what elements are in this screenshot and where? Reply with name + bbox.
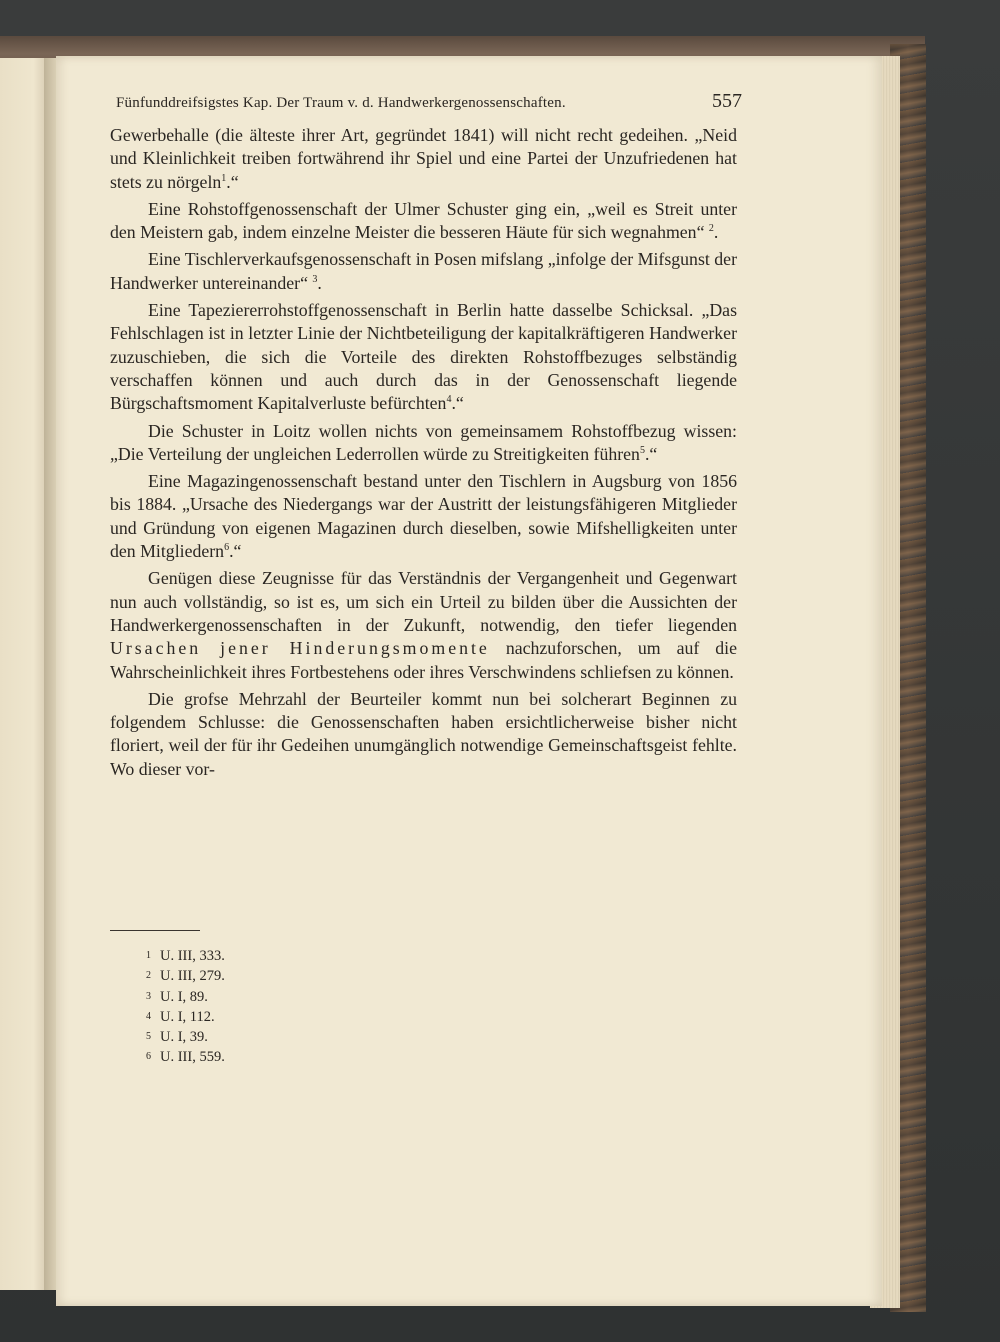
paragraph: [110, 567, 737, 683]
paragraph: [110, 248, 737, 295]
text-run: .“: [451, 393, 464, 414]
text-run: Die Schuster in Loitz wollen nichts von gemeinsamem Rohstoffbezug wissen: „Die Verteilung der ungleichen Lederrollen würde zu Streitigkeiten führen: [110, 420, 737, 464]
footnote-text: U. I, 89.: [160, 988, 208, 1005]
footnote: [146, 1007, 225, 1027]
text-run: .: [713, 222, 719, 243]
text-run: Eine Rohstoffgenossenschaft der Ulmer Schuster ging ein, „weil es Streit unter den Meistern gab, indem einzelne Meister die besseren Häute für sich wegnahmen“: [110, 198, 737, 243]
footnote-number: 3: [146, 990, 151, 1002]
text-run: .“: [229, 541, 242, 562]
footnote-number: 1: [146, 950, 151, 961]
footnote-number: 4: [146, 1010, 151, 1022]
paragraph: [110, 470, 737, 563]
footnote-number: 6: [146, 1051, 151, 1063]
footnote-number: 2: [146, 970, 151, 982]
footnote: [146, 1047, 225, 1067]
paragraph: [110, 688, 737, 781]
footnote: [146, 966, 225, 986]
footnotes: [146, 946, 225, 1068]
footnote-text: U. III, 559.: [160, 1049, 225, 1066]
footnote: [146, 987, 225, 1007]
text-run: Eine Tapeziererrohstoffgenossenschaft in Berlin hatte dasselbe Schicksal. „Das Fehlschlagen ist in letzter Linie der Nichtbeteiligung der kapitalkräftigeren Handwerker zuzuschieben, die sich die Vorteile des direkten Rohstoffbezuges selbständig verschaffen können und auch durch das in der Genossenschaft liegende Bürgschaftsmoment Kapitalverluste befürchten: [110, 300, 737, 414]
text-run: Eine Magazingenossenschaft bestand unter den Tischlern in Augsburg von 1856 bis 1884. „Ursache des Niedergangs war der Austritt der leistungsfähigeren Mitglieder und Gründung von eigenen Magazinen durch dieselben, sowie Mifshelligkeiten unter den Mitgliedern: [110, 471, 737, 562]
body-text: [110, 124, 737, 785]
footnote-reference: 3: [312, 273, 318, 285]
paragraph: [110, 420, 737, 467]
footnote-reference: 5: [639, 444, 645, 456]
text-run: .“: [644, 443, 658, 464]
paragraph: [110, 198, 737, 245]
text-run: nachzuforschen, um auf die Wahrscheinlichkeit ihres Fortbestehens oder ihres Verschwindens schliefsen zu können.: [110, 638, 737, 682]
footnote-reference: 1: [221, 172, 227, 184]
running-header: [116, 90, 742, 113]
emphasized-text: Ursachen jener Hinderungsmomente: [110, 638, 490, 659]
footnote-reference: 6: [224, 542, 230, 554]
footnote-text: U. I, 112.: [160, 1008, 215, 1025]
footnote: [146, 946, 225, 966]
text-run: Genügen diese Zeugnisse für das Verständnis der Vergangenheit und Gegenwart nun auch vollständig, so ist es, um sich ein Urteil zu bilden über die Aussichten der Handwerkergenossenschaften in der Zukunft, notwendig, den tiefer liegenden: [110, 568, 737, 635]
paragraph: [110, 124, 737, 194]
footnote-number: 5: [146, 1031, 151, 1043]
left-page: [0, 58, 48, 1290]
text-run: Die grofse Mehrzahl der Beurteiler kommt nun bei solcherart Beginnen zu folgendem Schlusse: die Genossenschaften haben ersichtlicherweise bisher nicht floriert, weil der für ihr Gedeihen unumgänglich notwendige Gemeinschaftsgeist fehlte. Wo dieser vor-: [110, 688, 737, 779]
footnote-rule: [110, 930, 200, 931]
footnote-text: U. III, 279.: [160, 968, 225, 985]
text-run: Gewerbehalle (die älteste ihrer Art, gegründet 1841) will nicht recht gedeihen. „Neid und Kleinlichkeit treiben fortwährend ihr Spiel und eine Partei der Unzufriedenen hat stets zu nörgeln: [110, 125, 737, 192]
footnote-reference: 4: [446, 394, 452, 406]
page-number: 557: [712, 90, 742, 112]
text-run: Eine Tischlerverkaufsgenossenschaft in Posen mifslang „infolge der Mifsgunst der Handwerker untereinander“: [110, 249, 737, 293]
footnote-text: U. I, 39.: [160, 1029, 208, 1046]
text-run: .“: [226, 171, 239, 192]
footnote-text: U. III, 333.: [160, 948, 225, 964]
text-run: .: [317, 272, 322, 293]
footnote: [146, 1027, 225, 1047]
footnote-reference: 2: [708, 223, 714, 235]
paragraph: [110, 299, 737, 415]
running-title: Fünfunddreifsigstes Kap. Der Traum v. d. Handwerkergenossenschaften.: [116, 95, 566, 111]
